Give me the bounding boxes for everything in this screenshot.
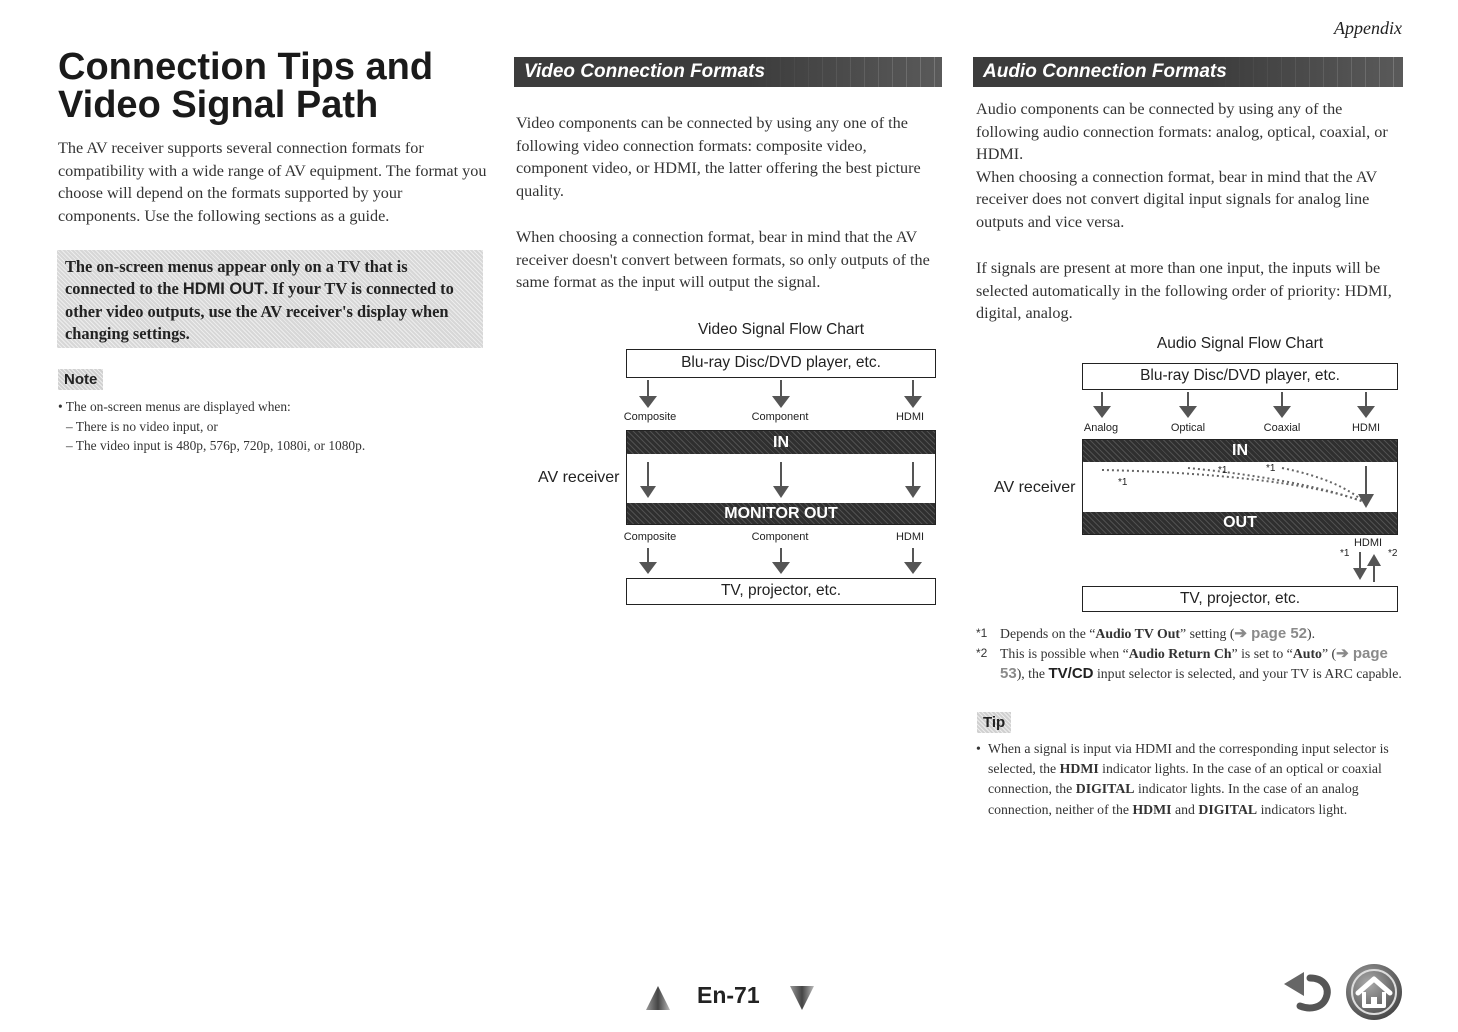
tip-hdmi-2: HDMI	[1132, 801, 1172, 817]
note-subitem: – The video input is 480p, 576p, 720p, 1080i, or 1080p.	[66, 438, 366, 454]
tip-text-4: and	[1171, 801, 1199, 817]
video-paragraph-2: When choosing a connection format, bear in mind that the AV receiver doesn't convert between formats, so only outputs of the same format as the input will output the signal.	[516, 228, 930, 292]
audio-chart-title: Audio Signal Flow Chart	[1156, 335, 1324, 352]
audio-paragraph-1	[976, 98, 1404, 234]
warning-hdmi-out: HDMI OUT	[182, 280, 264, 299]
footnote-2-page-link[interactable]: ➔ page 53	[1000, 644, 1388, 682]
footnote-2-text-5: input selector is selected, and your TV is ARC capable.	[1093, 665, 1402, 681]
audio-input-arrows	[1082, 390, 1398, 422]
audio-mark-analog: *1	[1118, 477, 1128, 488]
video-paragraph-1: Video components can be connected by using any one of the following video connection formats: composite video, component video, or HDMI, the latter offering the best picture quality.	[516, 114, 921, 200]
tip-list	[976, 739, 1404, 820]
audio-paragraph-1b: When choosing a connection format, bear in mind that the AV receiver does not convert digital input signals for analog line outputs and vice versa.	[976, 167, 1377, 231]
audio-output-hdmi: HDMI	[1353, 537, 1383, 549]
audio-section-heading: Audio Connection Formats	[973, 57, 1403, 87]
tip-text-3: indicator lights. In the case of an analog connection, neither of the	[988, 781, 1359, 817]
prev-page-icon[interactable]	[644, 984, 672, 1012]
video-chart-title: Video Signal Flow Chart	[698, 321, 864, 338]
footnote-2-text: This is possible when “	[1000, 645, 1129, 661]
audio-paragraph-1a: Audio components can be connected by using any of the following audio connection formats: analog, optical, coaxial, or HDMI.	[976, 100, 1388, 164]
footnote-1-page-link[interactable]: ➔ page 52	[1234, 625, 1308, 642]
note-subitem: – There is no video input, or	[66, 418, 218, 434]
video-source-box: Blu-ray Disc/DVD player, etc.	[626, 349, 936, 378]
tip-hdmi: HDMI	[1059, 761, 1099, 777]
section-label: Appendix	[1334, 18, 1402, 38]
footnote-2-selector: TV/CD	[1048, 664, 1094, 682]
audio-input-optical: Optical	[1170, 422, 1206, 434]
audio-source-box: Blu-ray Disc/DVD player, etc.	[1082, 363, 1398, 390]
footnote-1-text: Depends on the “	[1000, 626, 1096, 641]
footnote-1-mark: *1	[976, 626, 988, 640]
audio-mark-arc: *2	[1388, 548, 1398, 559]
audio-paragraph-2: If signals are present at more than one input, the inputs will be selected automatically in the following order of priority: HDMI, digital, analog.	[976, 259, 1392, 323]
tip-label: Tip	[977, 712, 1011, 733]
audio-in-band: IN	[1083, 440, 1397, 462]
footnote-1-text-3: ).	[1307, 626, 1316, 641]
video-output-hdmi: HDMI	[895, 531, 925, 543]
video-output-composite: Composite	[623, 531, 677, 543]
intro-text: The AV receiver supports several connection formats for compatibility with a wide range of AV equipment. The format you choose will depend on the formats supported by your components. Use the following sections as a guide.	[58, 139, 487, 225]
video-input-arrows	[626, 378, 936, 410]
tip-digital: DIGITAL	[1075, 781, 1135, 797]
audio-mark-out: *1	[1340, 548, 1350, 559]
video-destination-box: TV, projector, etc.	[626, 578, 936, 605]
footnote-2-value: Auto	[1292, 645, 1322, 661]
note-item: • The on-screen menus are displayed when:	[58, 399, 291, 414]
audio-destination-box: TV, projector, etc.	[1082, 586, 1398, 612]
footnote-1	[976, 624, 1404, 644]
video-output-component: Component	[751, 531, 809, 543]
footnote-2-text-3: ” (	[1321, 645, 1337, 661]
next-page-icon[interactable]	[788, 984, 816, 1012]
tip-digital-2: DIGITAL	[1198, 801, 1258, 817]
video-section-heading: Video Connection Formats	[514, 57, 942, 87]
video-receiver-label: AV receiver	[538, 469, 620, 486]
audio-input-hdmi: HDMI	[1351, 422, 1381, 434]
warning-text: The on-screen menus appear only on a TV that is connected to the	[65, 257, 408, 299]
tip-item	[976, 739, 1404, 820]
audio-out-band: OUT	[1083, 512, 1397, 534]
video-input-hdmi: HDMI	[895, 411, 925, 423]
audio-priority-arrows	[1082, 462, 1398, 512]
audio-input-analog: Analog	[1083, 422, 1119, 434]
audio-mark-optical: *1	[1218, 465, 1228, 476]
footnote-2-text-2: ” is set to “	[1231, 645, 1293, 661]
video-input-composite: Composite	[623, 411, 677, 423]
footnote-2	[976, 644, 1404, 684]
note-label: Note	[58, 369, 103, 390]
page-number: En-71	[697, 982, 760, 1008]
back-icon[interactable]	[1280, 970, 1336, 1014]
audio-input-coaxial: Coaxial	[1263, 422, 1301, 434]
footnote-2-mark: *2	[976, 645, 988, 660]
page-title: Connection Tips and Video Signal Path	[58, 46, 434, 126]
tip-text-5: indicators light.	[1257, 801, 1348, 817]
video-output-arrows	[626, 546, 936, 578]
footnote-2-setting: Audio Return Ch	[1128, 645, 1232, 661]
footnote-1-setting: Audio TV Out	[1095, 626, 1181, 641]
video-in-band: IN	[627, 431, 935, 454]
audio-mark-coaxial: *1	[1266, 463, 1276, 474]
video-input-component: Component	[751, 411, 809, 423]
tip-text-2: indicator lights. In the case of an optical or coaxial connection, the	[988, 761, 1382, 797]
video-pass-arrows	[626, 456, 936, 502]
note-list	[58, 397, 488, 456]
audio-receiver-label: AV receiver	[994, 479, 1076, 496]
video-monitor-out-band: MONITOR OUT	[627, 503, 935, 524]
home-icon[interactable]	[1344, 962, 1404, 1022]
audio-hdmi-arrows	[1348, 550, 1388, 584]
warning-box	[57, 250, 483, 348]
warning-text-2: . If your TV is connected to other video outputs, use the AV receiver's display when changing settings.	[65, 279, 454, 344]
footnote-1-text-2: ” setting (	[1180, 626, 1235, 641]
footnote-2-text-4: ), the	[1016, 665, 1049, 681]
tip-text: When a signal is input via HDMI and the corresponding input selector is selected, the	[988, 741, 1389, 777]
footnotes	[976, 624, 1404, 683]
